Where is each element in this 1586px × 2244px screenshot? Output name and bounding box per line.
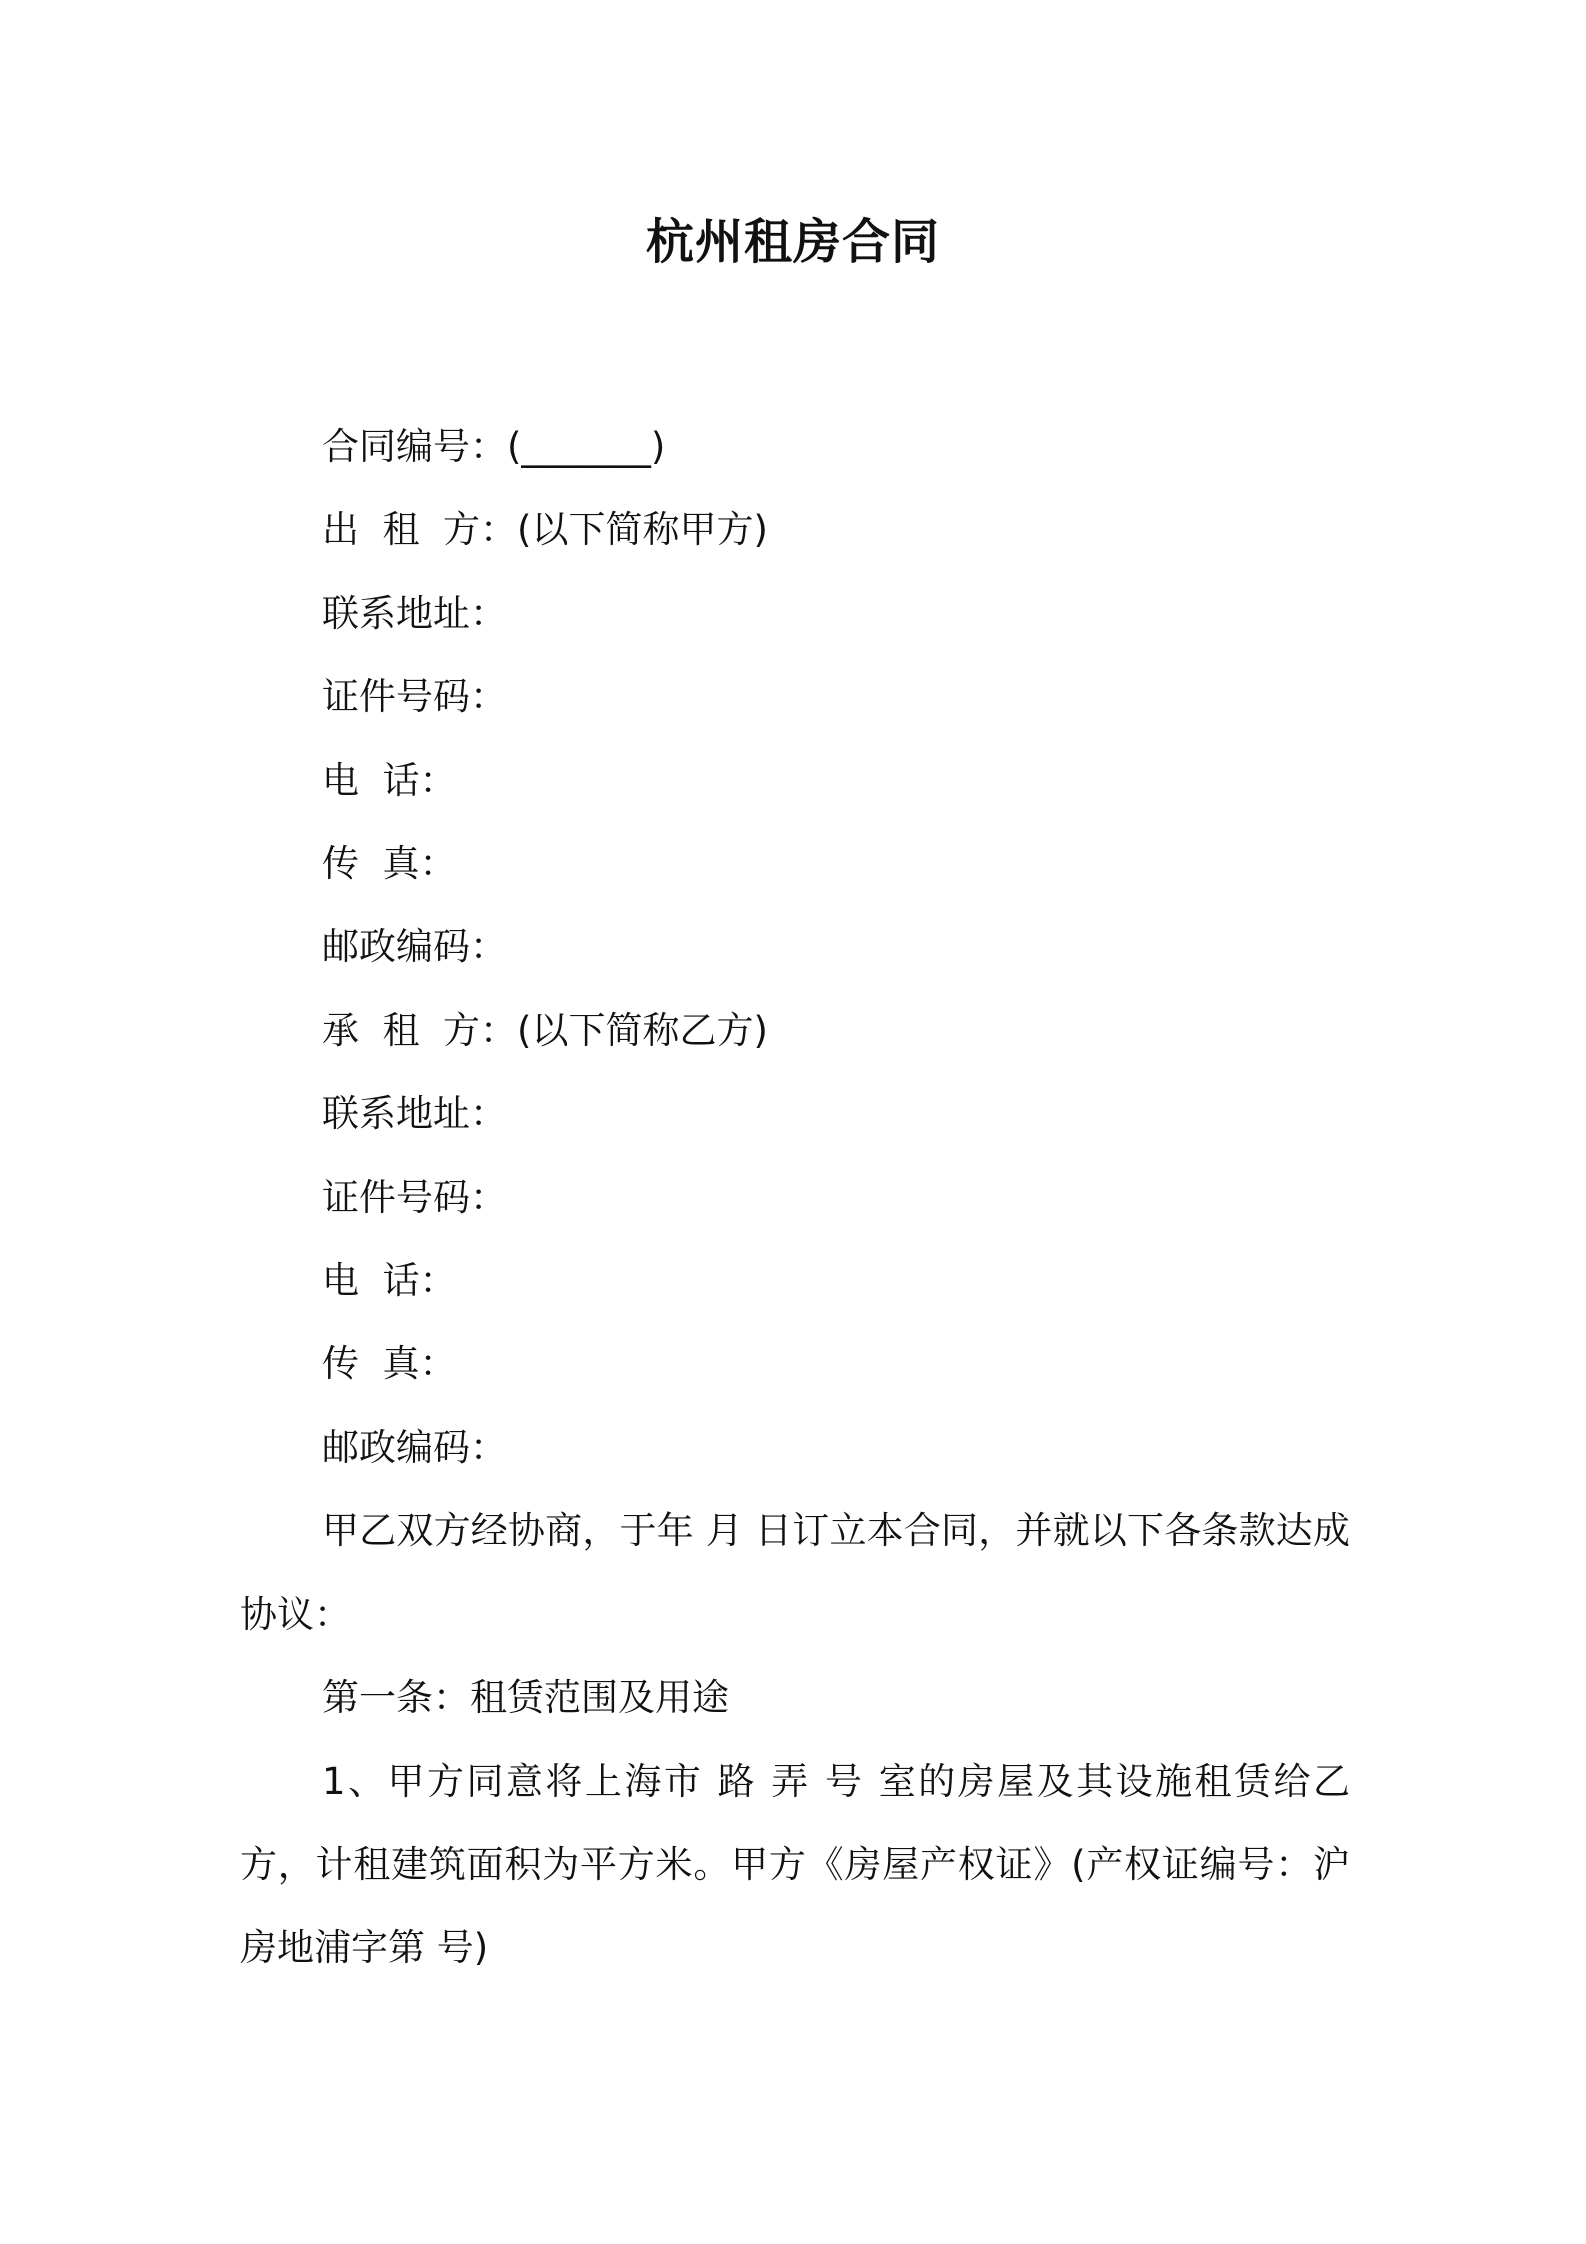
lessee-id-line: 证件号码： — [322, 1175, 507, 1219]
lessee-address-line: 联系地址： — [322, 1092, 507, 1136]
lessee-fax-line: 传 真： — [322, 1342, 457, 1386]
document-title: 杭州租房合同 — [645, 214, 940, 270]
document-body — [240, 405, 1350, 1990]
lessee-phone-line: 电 话： — [322, 1259, 457, 1303]
article-one-clause-1: 1、甲方同意将上海市 路 弄 号 室的房屋及其设施租赁给乙方，计租建筑面积为平方米。甲方《房屋产权证》(产权证编号：沪房地浦字第 号) — [240, 1759, 1350, 1970]
contract-number-line: 合同编号：(_______) — [322, 425, 666, 468]
lessor-postcode-line: 邮政编码： — [322, 925, 507, 969]
lessor-id-line: 证件号码： — [322, 675, 507, 719]
lessor-address-line: 联系地址： — [322, 591, 507, 635]
article-one-heading: 第一条：租赁范围及用途 — [322, 1676, 729, 1720]
lessor-line: 出 租 方：(以下简称甲方) — [322, 508, 768, 552]
lessee-line: 承 租 方：(以下简称乙方) — [322, 1008, 768, 1052]
lessee-postcode-line: 邮政编码： — [322, 1425, 507, 1469]
agreement-paragraph: 甲乙双方经协商，于年 月 日订立本合同，并就以下各条款达成协议： — [240, 1509, 1350, 1636]
lessor-fax-line: 传 真： — [322, 842, 457, 886]
lessor-phone-line: 电 话： — [322, 758, 457, 802]
